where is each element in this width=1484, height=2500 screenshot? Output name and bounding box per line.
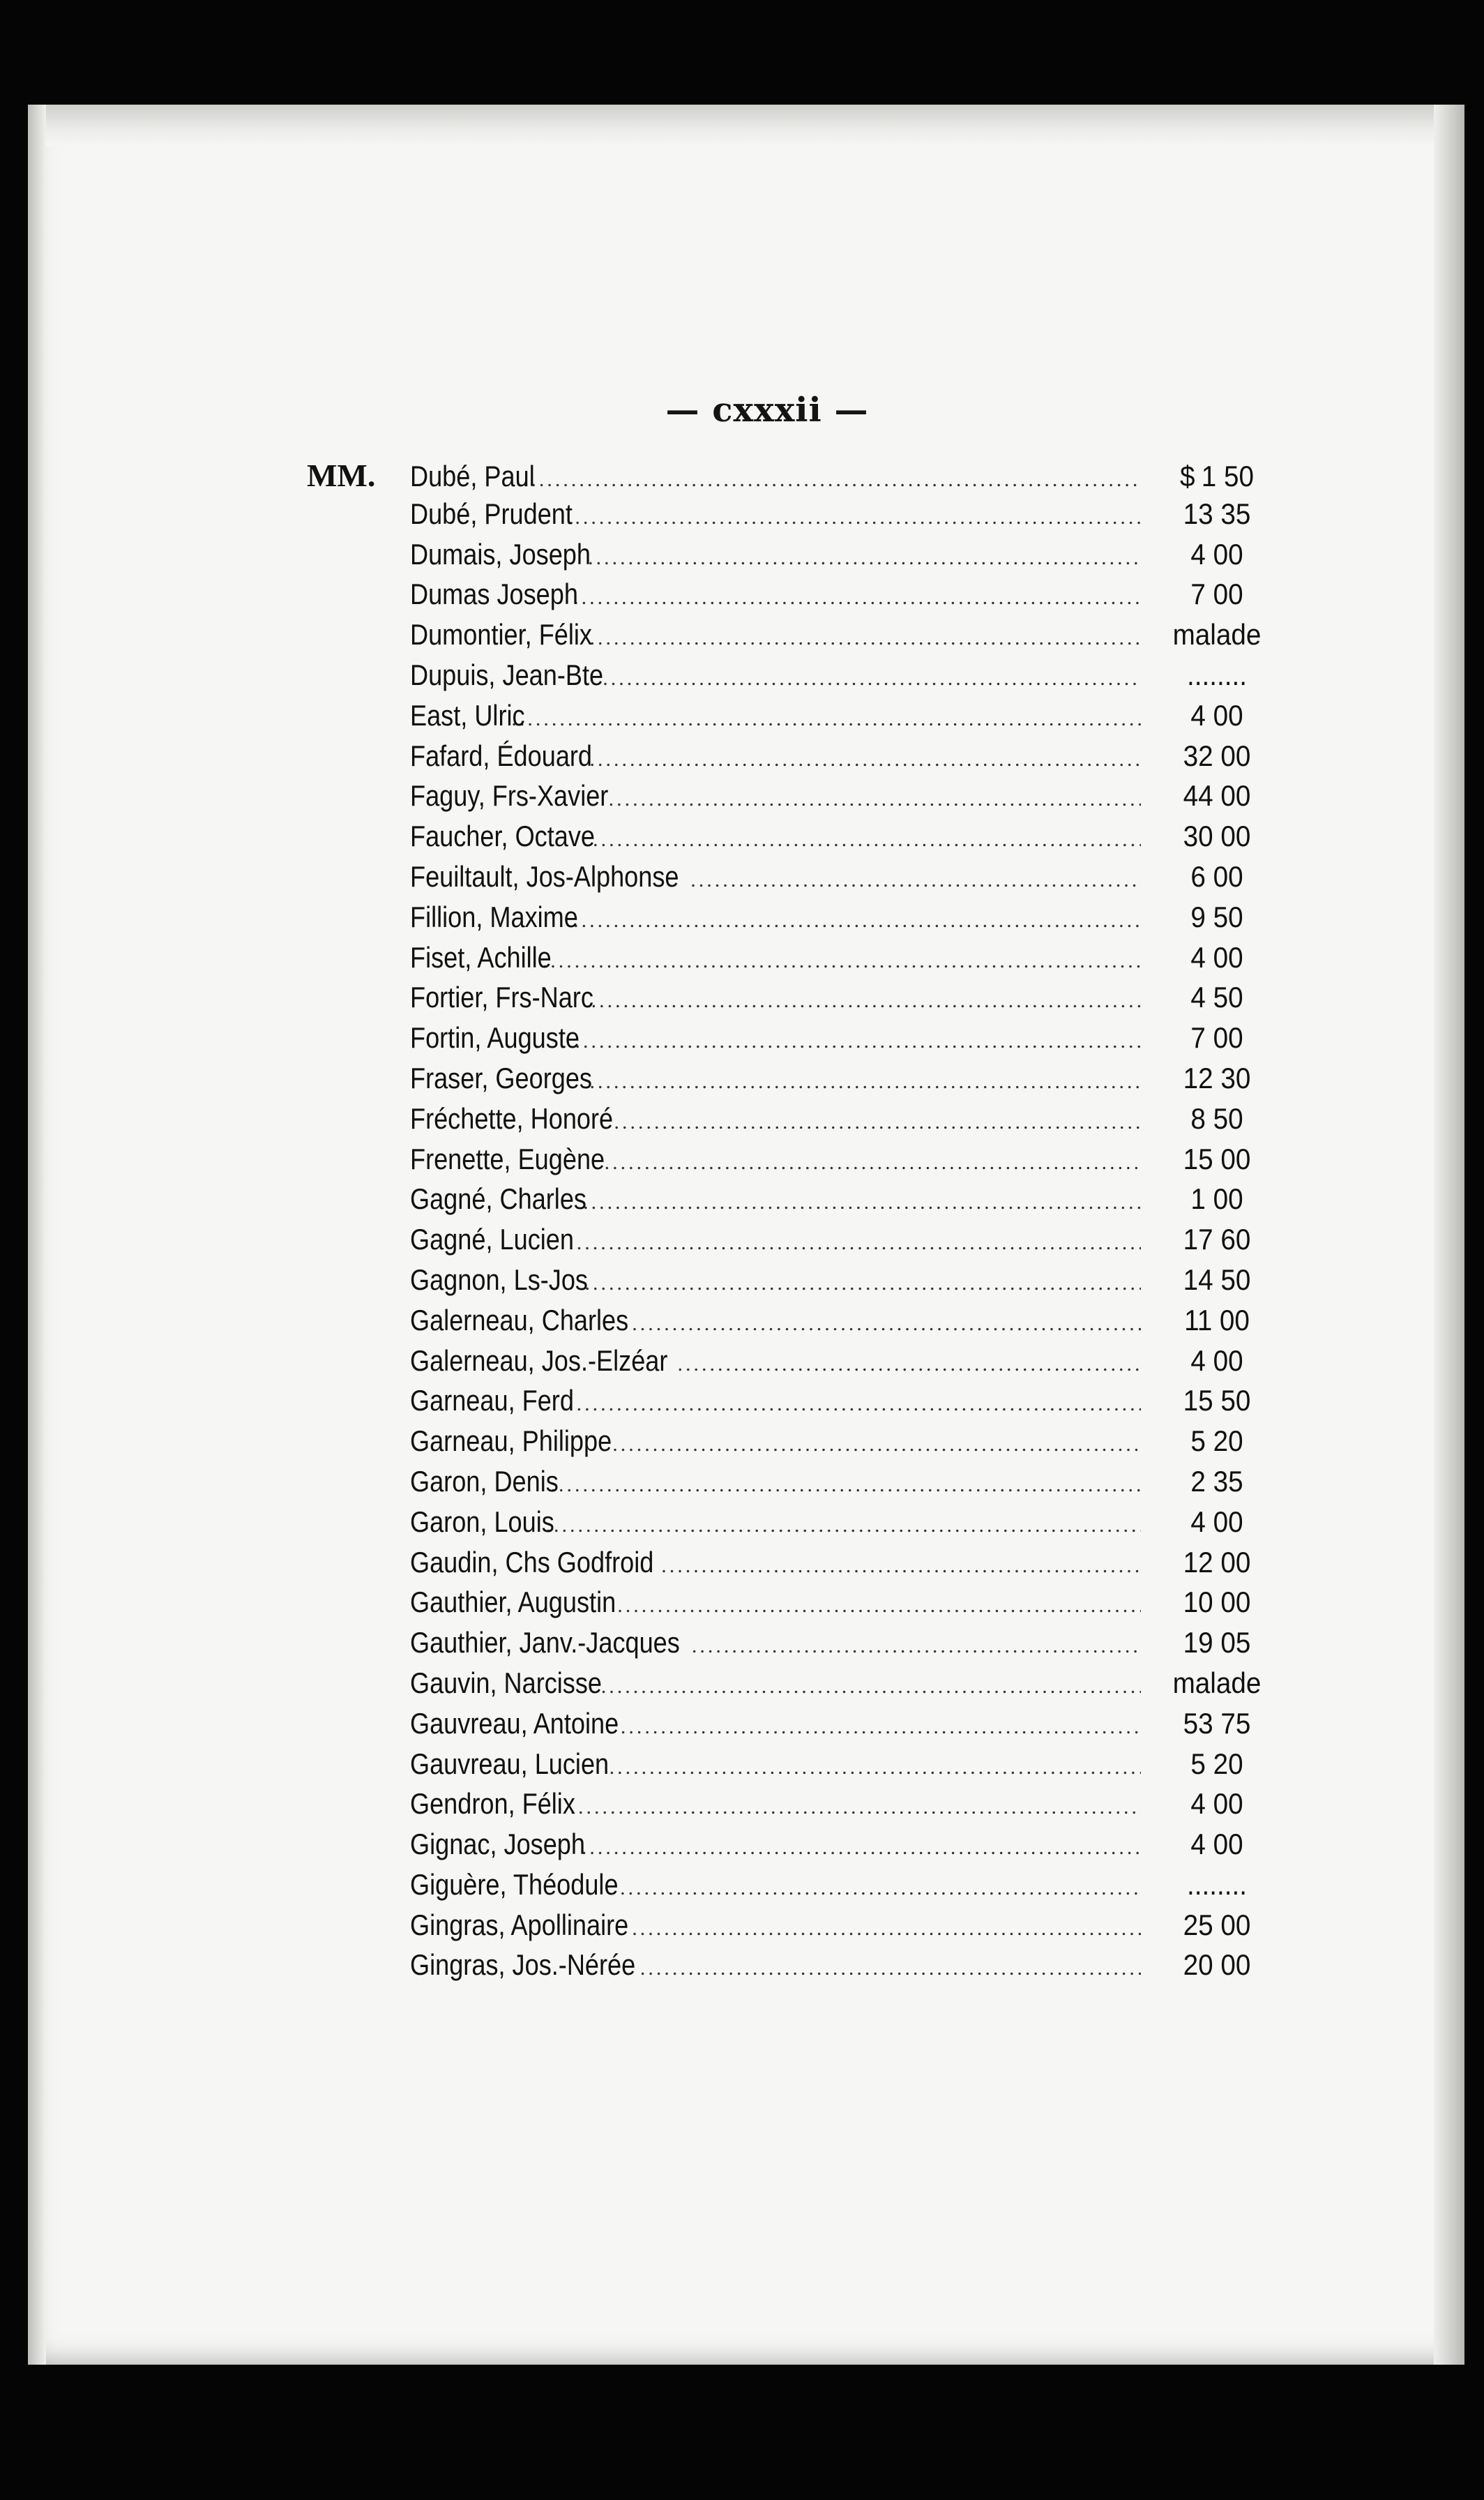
dot-leader bbox=[621, 1715, 1141, 1739]
person-name: Gingras, Apollinaire bbox=[410, 1908, 629, 1941]
list-item bbox=[307, 618, 1283, 658]
amount-value: 25 00 bbox=[1183, 1908, 1251, 1941]
dot-leader bbox=[575, 1030, 1142, 1053]
person-name: Gaudin, Chs Godfroid bbox=[410, 1545, 654, 1579]
person-name: Garon, Louis bbox=[410, 1505, 554, 1538]
amount-value: 4 00 bbox=[1190, 537, 1243, 571]
amount-value: 11 00 bbox=[1184, 1303, 1250, 1336]
person-name: Dubé, Prudent bbox=[410, 497, 573, 530]
dot-leader bbox=[640, 1957, 1141, 1980]
person-name: Gauvreau, Antoine bbox=[410, 1706, 619, 1740]
dot-leader bbox=[591, 989, 1141, 1013]
dot-leader bbox=[678, 1353, 1141, 1376]
amount-value: 7 00 bbox=[1190, 1021, 1243, 1055]
list-item bbox=[307, 1908, 1283, 1949]
dot-leader bbox=[573, 909, 1141, 933]
list-item bbox=[307, 739, 1283, 780]
person-name: Gagné, Lucien bbox=[410, 1223, 574, 1256]
dot-leader bbox=[568, 1231, 1141, 1255]
dot-leader bbox=[573, 586, 1141, 610]
person-name: Frenette, Eugène bbox=[410, 1142, 605, 1175]
list-item bbox=[307, 860, 1283, 901]
person-name: Gauthier, Janv.-Jacques bbox=[410, 1626, 680, 1659]
dot-leader bbox=[692, 1634, 1141, 1658]
amount-text: 1 50 bbox=[1201, 460, 1254, 492]
list-item bbox=[307, 1102, 1283, 1143]
amount-value: 4 00 bbox=[1190, 1343, 1243, 1377]
list-item bbox=[307, 1747, 1283, 1788]
amount-value: 19 05 bbox=[1183, 1626, 1251, 1659]
list-item bbox=[307, 1143, 1283, 1183]
dot-leader bbox=[661, 1554, 1141, 1578]
person-name: Dumontier, Félix bbox=[410, 618, 592, 652]
dot-leader bbox=[567, 506, 1141, 529]
person-name: Dumas Joseph bbox=[410, 578, 578, 611]
amount-value: 15 00 bbox=[1183, 1142, 1251, 1175]
amount-value: 7 00 bbox=[1190, 578, 1243, 611]
dot-leader bbox=[601, 1675, 1141, 1699]
amount-value: 13 35 bbox=[1183, 497, 1251, 530]
list-item bbox=[307, 538, 1283, 578]
person-name: Fréchette, Honoré bbox=[410, 1101, 614, 1135]
list-item bbox=[307, 1626, 1283, 1666]
dot-leader bbox=[605, 1151, 1141, 1175]
dot-leader bbox=[612, 1433, 1141, 1456]
dot-leader bbox=[568, 1392, 1141, 1416]
person-name: Fafard, Édouard bbox=[410, 739, 593, 772]
list-item bbox=[307, 1948, 1283, 1989]
amount-value: 4 00 bbox=[1190, 1828, 1243, 1861]
person-name: Garneau, Philippe bbox=[410, 1424, 612, 1458]
person-name: Garon, Denis bbox=[410, 1464, 559, 1498]
dot-leader bbox=[583, 1191, 1141, 1214]
person-name: Dubé, Paul bbox=[410, 460, 535, 492]
list-item bbox=[307, 578, 1283, 618]
list-item bbox=[307, 658, 1283, 699]
dot-leader bbox=[550, 1473, 1141, 1497]
amount-value: 17 60 bbox=[1183, 1223, 1251, 1256]
dot-leader bbox=[588, 546, 1141, 570]
amount-value: 44 00 bbox=[1183, 779, 1251, 813]
list-item bbox=[307, 779, 1283, 820]
person-name: Galerneau, Jos.-Elzéar bbox=[410, 1343, 668, 1377]
dot-leader bbox=[617, 1594, 1141, 1618]
person-name: East, Ulric bbox=[410, 698, 525, 732]
person-name: Dumais, Joseph bbox=[410, 537, 591, 571]
list-item bbox=[307, 1586, 1283, 1626]
dot-leader bbox=[603, 667, 1141, 691]
list-item bbox=[307, 1304, 1283, 1344]
list-item bbox=[307, 1182, 1283, 1223]
amount-value: 1 00 bbox=[1190, 1182, 1243, 1216]
amount-value: 15 50 bbox=[1183, 1384, 1251, 1417]
dot-leader bbox=[570, 1795, 1141, 1819]
amount-value: malade bbox=[1172, 1666, 1262, 1699]
amount-value: ........ bbox=[1187, 658, 1247, 691]
list-item bbox=[307, 1787, 1283, 1828]
amount-value: 6 00 bbox=[1190, 859, 1243, 893]
amount-value: 5 20 bbox=[1190, 1747, 1243, 1780]
list-item bbox=[307, 1505, 1283, 1546]
person-name: Gauthier, Augustin bbox=[410, 1586, 616, 1619]
person-name: Fraser, Georges bbox=[410, 1061, 592, 1094]
person-name: Gingras, Jos.-Nérée bbox=[410, 1948, 636, 1982]
list-item bbox=[307, 1062, 1283, 1102]
person-name: Giguère, Théodule bbox=[410, 1867, 619, 1901]
amount-value: 20 00 bbox=[1183, 1948, 1251, 1982]
list-item bbox=[307, 981, 1283, 1021]
amount-value: 4 00 bbox=[1190, 1505, 1243, 1538]
list-item bbox=[307, 1021, 1283, 1062]
person-name: Garneau, Ferd bbox=[410, 1384, 574, 1417]
list-item bbox=[307, 1707, 1283, 1747]
person-name: Fortier, Frs-Narc bbox=[410, 981, 593, 1014]
person-name: Galerneau, Charles bbox=[410, 1303, 629, 1336]
amount-value bbox=[1156, 460, 1278, 493]
amount-value: 32 00 bbox=[1183, 739, 1251, 772]
list-item bbox=[307, 1828, 1283, 1868]
dot-leader bbox=[511, 707, 1141, 731]
amount-value: ........ bbox=[1187, 1867, 1247, 1901]
amount-value: 12 30 bbox=[1183, 1061, 1251, 1094]
dot-leader bbox=[610, 1756, 1141, 1779]
list-item bbox=[307, 1546, 1283, 1586]
dot-leader bbox=[632, 1917, 1141, 1941]
list-item bbox=[307, 1424, 1283, 1465]
person-name: Fiset, Achille bbox=[410, 940, 552, 974]
honorific-prefix: MM. bbox=[307, 458, 376, 493]
amount-value: 30 00 bbox=[1183, 820, 1251, 853]
page-top-edge bbox=[28, 105, 1464, 146]
list-item bbox=[307, 1465, 1283, 1505]
list-item bbox=[307, 699, 1283, 739]
dot-leader bbox=[582, 1836, 1141, 1860]
amount-value: 14 50 bbox=[1183, 1263, 1251, 1296]
person-name: Faguy, Frs-Xavier bbox=[410, 779, 609, 813]
dot-leader bbox=[632, 1312, 1141, 1336]
person-name: Gauvreau, Lucien bbox=[410, 1747, 610, 1780]
person-name: Gagné, Charles bbox=[410, 1182, 586, 1216]
list-item bbox=[307, 820, 1283, 860]
dot-leader bbox=[593, 828, 1141, 852]
amount-value: 4 50 bbox=[1190, 981, 1243, 1014]
amount-value: 2 35 bbox=[1190, 1464, 1243, 1498]
dot-leader bbox=[545, 1514, 1141, 1537]
person-name: Dupuis, Jean-Bte bbox=[410, 658, 604, 691]
dot-leader bbox=[543, 949, 1141, 973]
amount-value: malade bbox=[1172, 618, 1262, 652]
dot-leader bbox=[590, 748, 1141, 771]
person-name: Gignac, Joseph bbox=[410, 1828, 585, 1861]
amount-value: 10 00 bbox=[1183, 1586, 1251, 1619]
person-name: Gagnon, Ls-Jos bbox=[410, 1263, 589, 1296]
person-name: Gauvin, Narcisse bbox=[410, 1666, 603, 1699]
dot-leader bbox=[609, 788, 1141, 811]
person-name: Gendron, Félix bbox=[410, 1787, 575, 1821]
amount-value: 9 50 bbox=[1190, 900, 1243, 933]
person-name: Faucher, Octave bbox=[410, 820, 596, 853]
list-item bbox=[307, 901, 1283, 941]
amount-value: 53 75 bbox=[1183, 1706, 1251, 1740]
list-item bbox=[307, 497, 1283, 538]
list-item bbox=[307, 457, 1283, 497]
dot-leader bbox=[585, 1272, 1141, 1295]
dot-leader bbox=[690, 868, 1141, 892]
list-item bbox=[307, 1344, 1283, 1385]
list-item bbox=[307, 1384, 1283, 1424]
dot-leader bbox=[589, 1070, 1141, 1094]
person-name: Feuiltault, Jos-Alphonse bbox=[410, 859, 679, 893]
amount-value: 4 00 bbox=[1190, 698, 1243, 732]
page-number: — cxxxii — bbox=[665, 391, 869, 430]
dot-leader bbox=[620, 1876, 1141, 1900]
person-name: Fillion, Maxime bbox=[410, 900, 578, 933]
amount-value: 8 50 bbox=[1190, 1101, 1243, 1135]
list-item bbox=[307, 1666, 1283, 1707]
page-left-edge bbox=[28, 105, 46, 2365]
dot-leader bbox=[614, 1110, 1141, 1134]
person-name: Fortin, Auguste bbox=[410, 1021, 580, 1055]
dot-leader bbox=[523, 468, 1141, 492]
list-item bbox=[307, 1263, 1283, 1304]
amount-value: 4 00 bbox=[1190, 940, 1243, 974]
list-item bbox=[307, 941, 1283, 981]
list-item bbox=[307, 1223, 1283, 1263]
document-page bbox=[28, 105, 1464, 2365]
list-item bbox=[307, 1868, 1283, 1908]
subscription-list bbox=[307, 457, 1283, 1989]
amount-value: 4 00 bbox=[1190, 1787, 1243, 1821]
amount-value: 5 20 bbox=[1190, 1424, 1243, 1458]
page-right-edge bbox=[1434, 105, 1464, 2365]
currency-symbol: $ bbox=[1180, 460, 1195, 492]
dot-leader bbox=[589, 626, 1141, 650]
amount-value: 12 00 bbox=[1183, 1545, 1251, 1579]
